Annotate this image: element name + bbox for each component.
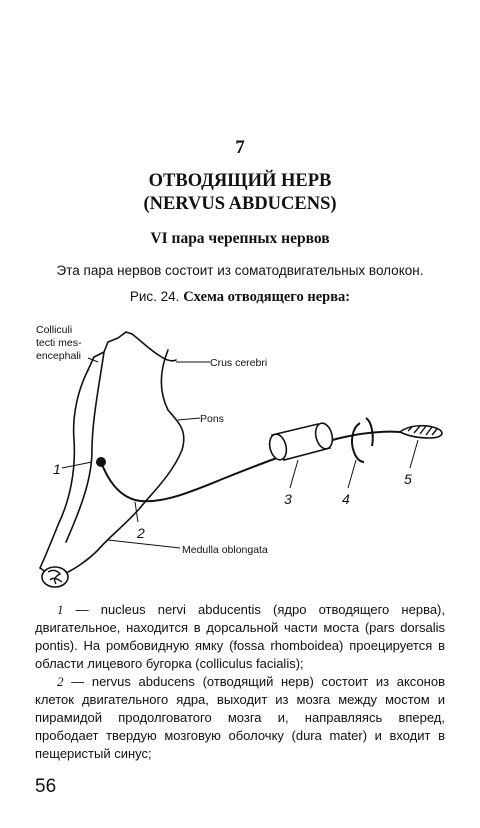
medulla-cross-section (42, 567, 68, 587)
paragraph-2 (35, 673, 445, 763)
chapter-subtitle: VI пара черепных нервов (150, 230, 330, 247)
marker-3: 3 (284, 491, 292, 507)
tendinous-ring (352, 418, 373, 462)
intro-text: Эта пара нервов состоит из соматодвигательных волокон. (56, 263, 424, 278)
figure-caption (0, 289, 480, 306)
chapter-title-line-2: (NERVUS ABDUCENS) (143, 194, 337, 214)
marker-5: 5 (404, 471, 412, 487)
brainstem-inner-contour (66, 352, 104, 542)
abducens-nerve-diagram (0, 310, 480, 600)
figure-caption-title: Схема отводящего нерва: (183, 289, 351, 305)
marker-4: 4 (342, 491, 350, 507)
abducens-nerve-fiber (101, 432, 400, 502)
lateral-rectus-muscle (400, 426, 442, 438)
leader-lines (62, 358, 418, 548)
label-crus-cerebri: Crus cerebri (210, 357, 268, 369)
label-pons: Pons (200, 413, 224, 425)
label-colliculi-1: Colliculi (36, 324, 73, 336)
figure-caption-prefix: Рис. 24. (129, 289, 180, 304)
brainstem-left-contour (40, 370, 88, 568)
chapter-title (0, 170, 480, 216)
medulla-contour (68, 508, 140, 572)
paragraph-1-text: — nucleus nervi abducentis (ядро отводящего нерва), двигательное, находится в дорсальной части моста (pars dorsalis pontis). На ромбовидную ямку (fossa rhomboidea) проецируется в области лицевого бугорка (colliculus facialis); (35, 602, 445, 671)
label-colliculi-3: encephali (36, 350, 81, 362)
crus-cerebri-contour (132, 334, 176, 361)
pons-contour (140, 350, 184, 508)
marker-1: 1 (53, 461, 61, 477)
dura-mater-sleeve (267, 421, 335, 461)
marker-2: 2 (137, 525, 145, 541)
chapter-title-line-1: ОТВОДЯЩИЙ НЕРВ (148, 171, 332, 191)
paragraph-1-number: 1 (57, 602, 64, 617)
body-text (35, 601, 445, 763)
paragraph-2-text: — nervus abducens (отводящий нерв) состоит из аксонов клеток двигательного ядра, выходит из мозга между мостом и пирамидой продолговатого мозга и, направляясь вперед, прободает твердую мозговую оболочку (dura mater) и входит в пещеристый синус; (35, 674, 445, 761)
page-number: 56 (35, 776, 57, 797)
paragraph-2-number: 2 (57, 674, 64, 689)
paragraph-1 (35, 601, 445, 673)
label-colliculi-2: tecti mes- (36, 337, 82, 349)
chapter-number: 7 (235, 137, 245, 158)
label-medulla-oblongata: Medulla oblongata (182, 544, 268, 556)
colliculi-outline (88, 332, 132, 370)
